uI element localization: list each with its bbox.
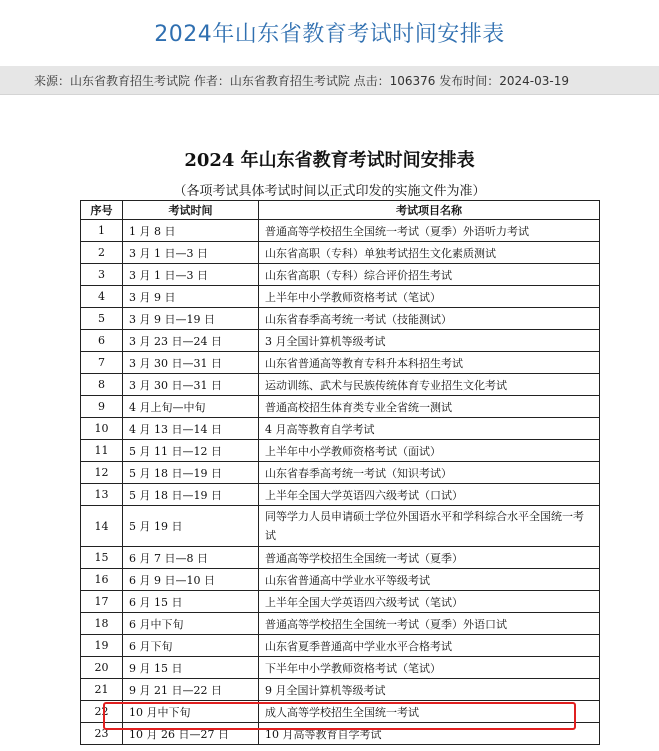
- row-number: 9: [81, 396, 123, 418]
- row-number: 3: [81, 264, 123, 286]
- row-exam-time: 5 月 18 日—19 日: [123, 462, 259, 484]
- table-row: [81, 308, 600, 330]
- row-exam-time: 9 月 15 日: [123, 657, 259, 679]
- row-exam-name: 山东省夏季普通高中学业水平合格考试: [259, 635, 600, 657]
- row-exam-time: 3 月 1 日—3 日: [123, 242, 259, 264]
- row-exam-time: 6 月 7 日—8 日: [123, 547, 259, 569]
- row-number: 17: [81, 591, 123, 613]
- row-exam-name: 上半年全国大学英语四六级考试（口试）: [259, 484, 600, 506]
- row-number: 23: [81, 723, 123, 745]
- table-row: [81, 591, 600, 613]
- row-number: 12: [81, 462, 123, 484]
- row-exam-name: 山东省高职（专科）单独考试招生文化素质测试: [259, 242, 600, 264]
- row-number: 6: [81, 330, 123, 352]
- table-row: [81, 286, 600, 308]
- document-title: 2024 年山东省教育考试时间安排表: [184, 150, 475, 171]
- table-row: [81, 635, 600, 657]
- row-exam-name: 普通高校招生体育类专业全省统一测试: [259, 396, 600, 418]
- table-row: [81, 679, 600, 701]
- exam-schedule-table: [80, 200, 600, 745]
- row-number: 21: [81, 679, 123, 701]
- header-exam-time: 考试时间: [123, 201, 259, 220]
- row-exam-name: 3 月全国计算机等级考试: [259, 330, 600, 352]
- table-row: [81, 701, 600, 723]
- row-exam-name: 上半年中小学教师资格考试（面试）: [259, 440, 600, 462]
- row-number: 16: [81, 569, 123, 591]
- row-exam-name: 运动训练、武术与民族传统体育专业招生文化考试: [259, 374, 600, 396]
- row-exam-name: 山东省高职（专科）综合评价招生考试: [259, 264, 600, 286]
- row-exam-name: 成人高等学校招生全国统一考试: [259, 701, 600, 723]
- row-number: 14: [81, 506, 123, 547]
- row-exam-time: 3 月 9 日: [123, 286, 259, 308]
- page-title: 2024年山东省教育考试时间安排表: [154, 22, 505, 47]
- document-subtitle: （各项考试具体考试时间以正式印发的实施文件为准）: [173, 184, 486, 199]
- table-row: [81, 264, 600, 286]
- row-exam-name: 普通高等学校招生全国统一考试（夏季）外语口试: [259, 613, 600, 635]
- row-exam-time: 5 月 18 日—19 日: [123, 484, 259, 506]
- row-number: 8: [81, 374, 123, 396]
- row-number: 13: [81, 484, 123, 506]
- header-number: 序号: [81, 201, 123, 220]
- row-exam-name: 山东省春季高考统一考试（技能测试）: [259, 308, 600, 330]
- row-exam-time: 3 月 30 日—31 日: [123, 352, 259, 374]
- row-number: 1: [81, 220, 123, 242]
- row-exam-time: 6 月 9 日—10 日: [123, 569, 259, 591]
- table-row: [81, 506, 600, 547]
- table-header-row: [81, 201, 600, 220]
- table-row: [81, 569, 600, 591]
- header-exam-name: 考试项目名称: [259, 201, 600, 220]
- row-exam-time: 10 月中下旬: [123, 701, 259, 723]
- row-exam-name: 4 月高等教育自学考试: [259, 418, 600, 440]
- row-exam-time: 5 月 11 日—12 日: [123, 440, 259, 462]
- row-exam-time: 3 月 30 日—31 日: [123, 374, 259, 396]
- row-exam-name: 山东省普通高中学业水平等级考试: [259, 569, 600, 591]
- table-row: [81, 242, 600, 264]
- row-exam-time: 6 月 15 日: [123, 591, 259, 613]
- row-exam-name: 9 月全国计算机等级考试: [259, 679, 600, 701]
- table-row: [81, 330, 600, 352]
- table-row: [81, 547, 600, 569]
- row-exam-time: 6 月中下旬: [123, 613, 259, 635]
- table-row: [81, 440, 600, 462]
- row-number: 11: [81, 440, 123, 462]
- row-number: 4: [81, 286, 123, 308]
- row-number: 20: [81, 657, 123, 679]
- row-exam-time: 3 月 1 日—3 日: [123, 264, 259, 286]
- table-row: [81, 374, 600, 396]
- row-number: 18: [81, 613, 123, 635]
- row-exam-time: 4 月 13 日—14 日: [123, 418, 259, 440]
- row-exam-name: 上半年全国大学英语四六级考试（笔试）: [259, 591, 600, 613]
- table-row: [81, 657, 600, 679]
- row-number: 22: [81, 701, 123, 723]
- article-meta-text: 来源：山东省教育招生考试院 作者：山东省教育招生考试院 点击：106376 发布时间：2024-03-19: [34, 74, 569, 88]
- table-row: [81, 220, 600, 242]
- row-number: 10: [81, 418, 123, 440]
- row-exam-time: 9 月 21 日—22 日: [123, 679, 259, 701]
- row-number: 7: [81, 352, 123, 374]
- row-exam-name: 10 月高等教育自学考试: [259, 723, 600, 745]
- table-row: [81, 352, 600, 374]
- row-exam-time: 3 月 23 日—24 日: [123, 330, 259, 352]
- table-row: [81, 613, 600, 635]
- row-exam-name: 下半年中小学教师资格考试（笔试）: [259, 657, 600, 679]
- row-number: 5: [81, 308, 123, 330]
- table-row: [81, 723, 600, 745]
- row-exam-time: 10 月 26 日—27 日: [123, 723, 259, 745]
- row-exam-time: 5 月 19 日: [123, 506, 259, 547]
- row-exam-name: 同等学力人员申请硕士学位外国语水平和学科综合水平全国统一考试: [259, 506, 600, 547]
- row-exam-name: 普通高等学校招生全国统一考试（夏季）: [259, 547, 600, 569]
- table-row: [81, 396, 600, 418]
- table-row: [81, 418, 600, 440]
- row-exam-name: 上半年中小学教师资格考试（笔试）: [259, 286, 600, 308]
- table-row: [81, 484, 600, 506]
- article-meta-bar: [0, 66, 659, 95]
- row-exam-name: 普通高等学校招生全国统一考试（夏季）外语听力考试: [259, 220, 600, 242]
- row-number: 15: [81, 547, 123, 569]
- row-exam-time: 3 月 9 日—19 日: [123, 308, 259, 330]
- table-row: [81, 462, 600, 484]
- row-exam-name: 山东省春季高考统一考试（知识考试）: [259, 462, 600, 484]
- row-exam-time: 6 月下旬: [123, 635, 259, 657]
- row-number: 2: [81, 242, 123, 264]
- row-number: 19: [81, 635, 123, 657]
- row-exam-time: 1 月 8 日: [123, 220, 259, 242]
- row-exam-name: 山东省普通高等教育专科升本科招生考试: [259, 352, 600, 374]
- row-exam-time: 4 月上旬—中旬: [123, 396, 259, 418]
